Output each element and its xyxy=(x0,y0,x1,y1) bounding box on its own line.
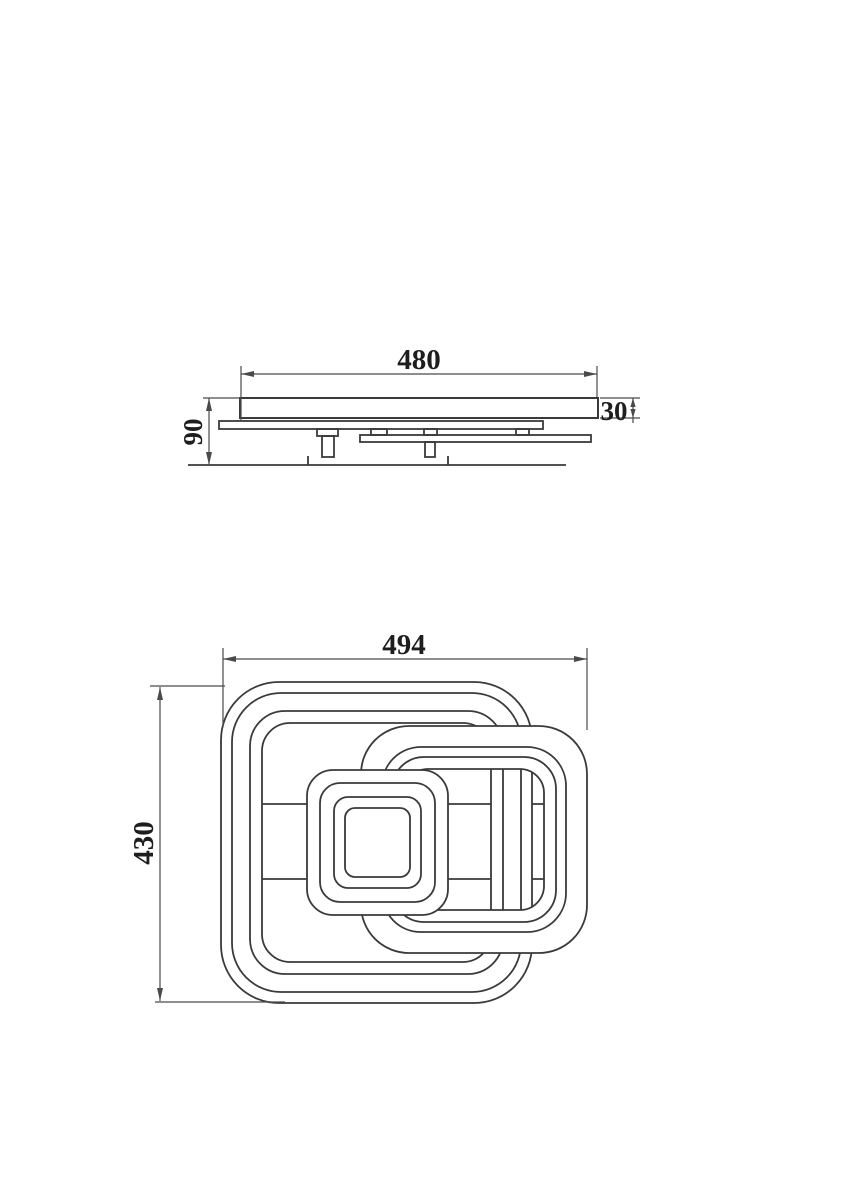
leg-c-stem xyxy=(425,442,435,457)
arrowhead-left xyxy=(241,371,254,377)
dim-90-label: 90 xyxy=(178,418,208,446)
dimension-30 xyxy=(600,396,640,426)
arrowhead-down xyxy=(206,452,212,465)
dim-494-label: 494 xyxy=(382,629,426,661)
dim-480-label: 480 xyxy=(397,344,441,376)
dim-30-label: 30 xyxy=(600,396,628,426)
dim-430-label: 430 xyxy=(128,821,160,865)
side-view-fixture xyxy=(188,398,598,465)
medium-frame-side xyxy=(360,435,591,442)
large-frame-side xyxy=(219,421,543,429)
leg-d-stub xyxy=(516,429,529,435)
leg-a-stem xyxy=(322,436,334,457)
side-view xyxy=(178,344,640,465)
arrowhead-right xyxy=(574,656,587,662)
small-frame-contour-outer xyxy=(307,770,448,915)
leg-b-stub xyxy=(371,429,387,435)
arrowhead-right xyxy=(584,371,597,377)
dimension-90 xyxy=(178,398,241,465)
plan-view xyxy=(128,629,587,1003)
main-plate-side xyxy=(240,398,598,418)
leg-c-cap xyxy=(424,429,437,435)
arrowhead-left xyxy=(223,656,236,662)
arrowhead-up xyxy=(206,398,212,411)
leg-a-cap xyxy=(317,429,338,436)
small-square-frame xyxy=(307,770,448,915)
dimension-480 xyxy=(241,344,597,421)
arrowhead-up xyxy=(157,687,163,700)
arrowhead-down xyxy=(157,988,163,1001)
arrowhead-up xyxy=(630,398,635,407)
arrowhead-down xyxy=(630,409,635,418)
